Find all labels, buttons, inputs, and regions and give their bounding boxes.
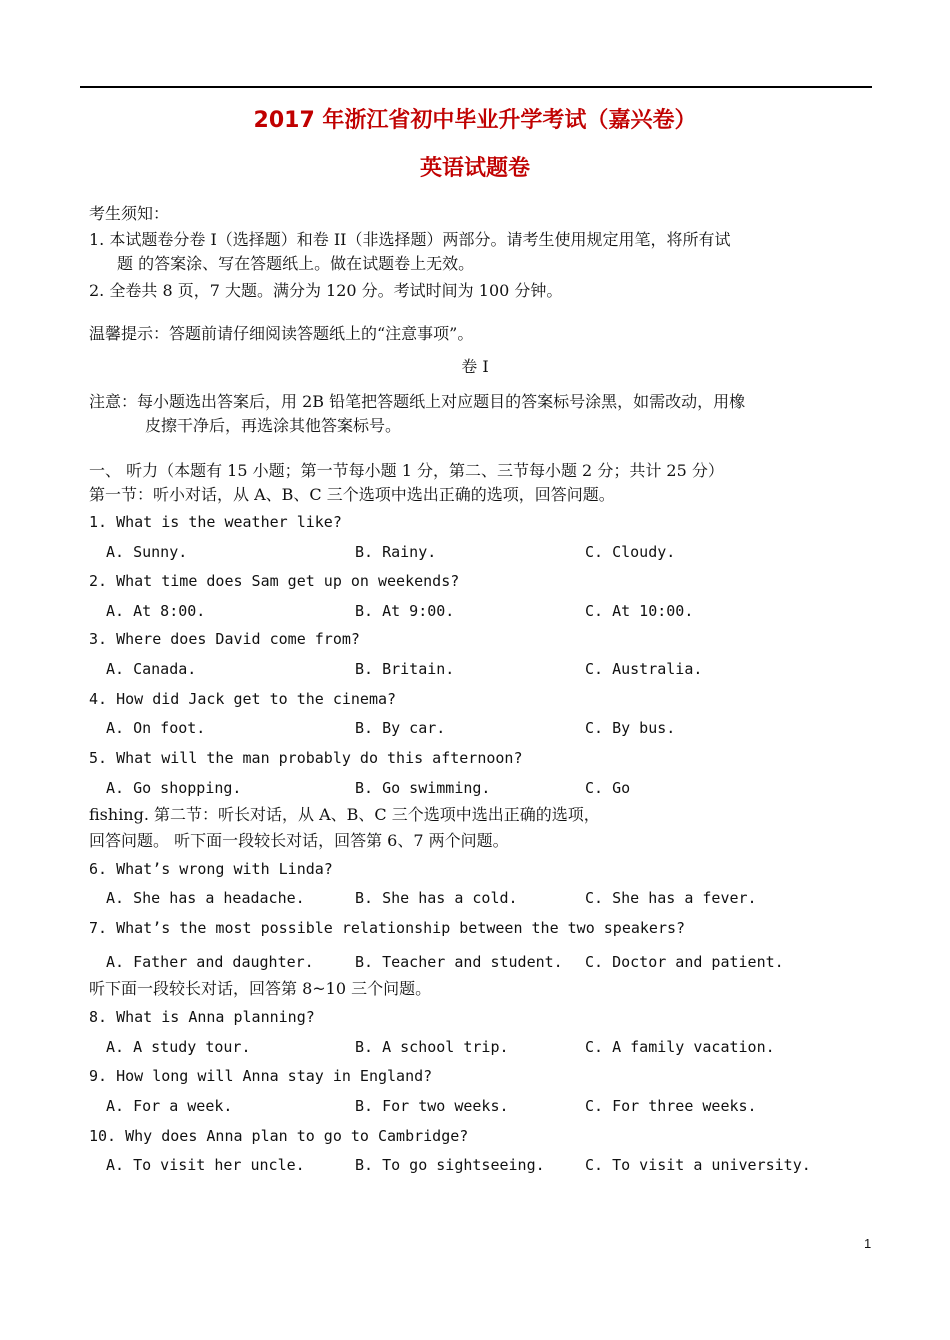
warm-tip: 温馨提示：答题前请仔细阅读答题纸上的“注意事项”。 <box>89 324 474 343</box>
option-1b: B. Rainy. <box>355 543 437 561</box>
option-10b: B. To go sightseeing. <box>355 1156 545 1174</box>
option-6a: A. She has a headache. <box>106 889 305 907</box>
question-8: 8. What is Anna planning? <box>89 1008 315 1026</box>
option-5b: B. Go swimming. <box>355 779 491 797</box>
notice-heading: 考生须知： <box>89 204 170 223</box>
question-9: 9. How long will Anna stay in England? <box>89 1067 433 1085</box>
question-2: 2. What time does Sam get up on weekends? <box>89 572 460 590</box>
page-number: 1 <box>864 1236 872 1251</box>
option-3b: B. Britain. <box>355 660 455 678</box>
question-4: 4. How did Jack get to the cinema? <box>89 690 397 708</box>
part3-intro: 听下面一段较长对话，回答第 8~10 三个问题。 <box>89 979 432 998</box>
option-1a: A. Sunny. <box>106 543 188 561</box>
option-7c: C. Doctor and patient. <box>585 953 784 971</box>
option-4a: A. On foot. <box>106 719 206 737</box>
question-5: 5. What will the man probably do this afternoon? <box>89 749 523 767</box>
option-7b: B. Teacher and student. <box>355 953 563 971</box>
exam-subtitle: 英语试题卷 <box>419 156 530 181</box>
question-1: 1. What is the weather like? <box>89 513 342 531</box>
option-6b: B. She has a cold. <box>355 889 518 907</box>
option-10a: A. To visit her uncle. <box>106 1156 305 1174</box>
option-6c: C. She has a fever. <box>585 889 757 907</box>
part1-intro: 第一节：听小对话，从 A、B、C 三个选项中选出正确的选项，回答问题。 <box>89 485 615 504</box>
option-4b: B. By car. <box>355 719 446 737</box>
section-header: 一、 听力（本题有 15 小题；第一节每小题 1 分，第二、三节每小题 2 分；共计 25 分） <box>89 461 724 480</box>
option-8a: A. A study tour. <box>106 1038 251 1056</box>
option-5c: C. Go <box>585 779 631 797</box>
option-9b: B. For two weeks. <box>355 1097 509 1115</box>
option-8c: C. A family vacation. <box>585 1038 775 1056</box>
option-7a: A. Father and daughter. <box>106 953 314 971</box>
option-4c: C. By bus. <box>585 719 676 737</box>
part2-intro-cont: 回答问题。 听下面一段较长对话，回答第 6、7 两个问题。 <box>89 831 509 850</box>
part2-intro: fishing. 第二节：听长对话，从 A、B、C 三个选项中选出正确的选项， <box>89 805 600 824</box>
notice-item-1: 1. 本试题卷分卷 I（选择题）和卷 II（非选择题）两部分。请考生使用规定用笔，将所有试 <box>89 230 731 249</box>
option-8b: B. A school trip. <box>355 1038 509 1056</box>
option-5a: A. Go shopping. <box>106 779 242 797</box>
option-3a: A. Canada. <box>106 660 197 678</box>
option-9c: C. For three weeks. <box>585 1097 757 1115</box>
question-6: 6. What’s wrong with Linda? <box>89 860 333 878</box>
option-2a: A. At 8:00. <box>106 602 206 620</box>
question-7: 7. What’s the most possible relationship between the two speakers? <box>89 919 686 937</box>
option-10c: C. To visit a university. <box>585 1156 811 1174</box>
attention-line: 注意：每小题选出答案后，用 2B 铅笔把答题纸上对应题目的答案标号涂黑，如需改动，用橡 <box>89 392 746 411</box>
exam-title: 2017 年浙江省初中毕业升学考试（嘉兴卷） <box>253 108 697 133</box>
option-1c: C. Cloudy. <box>585 543 676 561</box>
option-2b: B. At 9:00. <box>355 602 455 620</box>
attention-line-cont: 皮擦干净后，再选涂其他答案标号。 <box>145 416 402 435</box>
volume-label: 卷 I <box>461 357 489 376</box>
option-9a: A. For a week. <box>106 1097 233 1115</box>
header-rule <box>80 86 872 88</box>
option-2c: C. At 10:00. <box>585 602 694 620</box>
notice-item-1-cont: 题 的答案涂、写在答题纸上。做在试题卷上无效。 <box>117 254 475 273</box>
question-3: 3. Where does David come from? <box>89 630 360 648</box>
notice-item-2: 2. 全卷共 8 页，7 大题。满分为 120 分。考试时间为 100 分钟。 <box>89 281 563 300</box>
option-3c: C. Australia. <box>585 660 703 678</box>
question-10: 10. Why does Anna plan to go to Cambridge? <box>89 1127 469 1145</box>
